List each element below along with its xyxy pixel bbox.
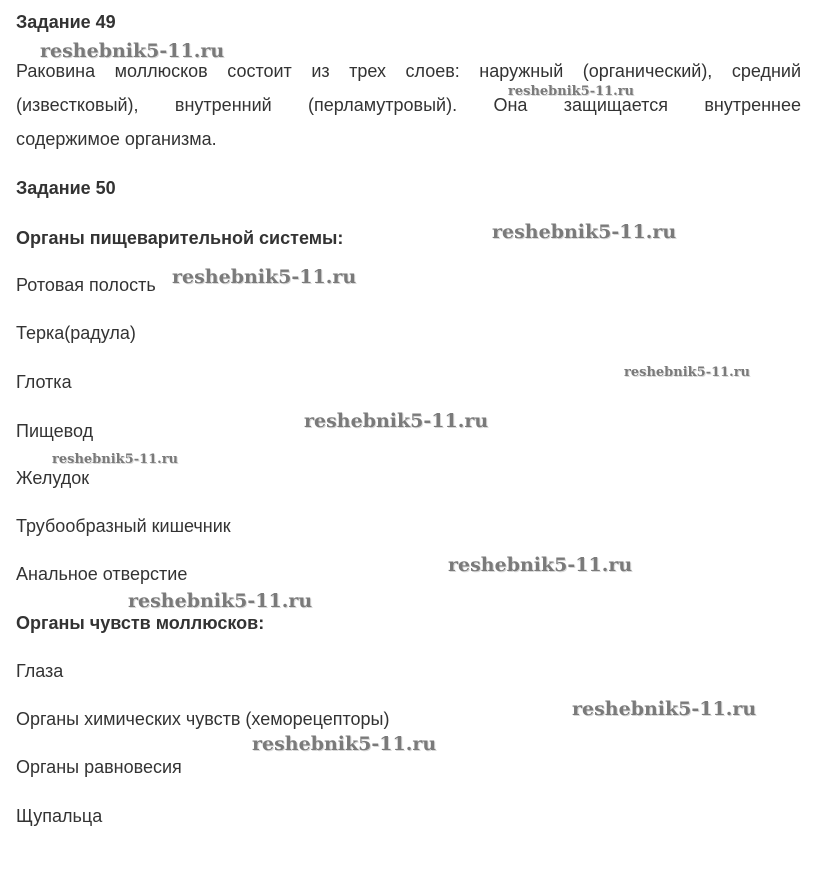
- watermark: reshebnik5-11.ru: [492, 221, 677, 243]
- list-item: Органы химических чувств (хеморецепторы): [16, 709, 390, 729]
- watermark: reshebnik5-11.ru: [172, 266, 357, 288]
- watermark: reshebnik5-11.ru: [52, 452, 179, 467]
- watermark: reshebnik5-11.ru: [304, 410, 489, 432]
- task-49-answer: [16, 54, 801, 156]
- watermark: reshebnik5-11.ru: [40, 40, 225, 62]
- list-item: Глотка: [16, 372, 72, 392]
- list-item: Терка(радула): [16, 323, 136, 343]
- watermark: reshebnik5-11.ru: [128, 590, 313, 612]
- list-item: Глаза: [16, 661, 64, 681]
- task-49-line-1: Раковина моллюсков состоит из трех слоев: наружный (органический), средний: [16, 61, 801, 81]
- list-item: Ротовая полость: [16, 275, 156, 295]
- list-item: Органы равновесия: [16, 757, 182, 777]
- digestive-heading: Органы пищеварительной системы:: [16, 228, 344, 248]
- list-item: Трубообразный кишечник: [16, 516, 231, 536]
- task-50-title: Задание 50: [16, 178, 116, 198]
- senses-heading: Органы чувств моллюсков:: [16, 613, 265, 633]
- task-49-title: Задание 49: [16, 12, 116, 32]
- task-49-line-3: содержимое организма.: [16, 129, 217, 149]
- watermark: reshebnik5-11.ru: [252, 733, 437, 755]
- list-item: Пищевод: [16, 421, 94, 441]
- list-item: Щупальца: [16, 806, 103, 826]
- watermark: reshebnik5-11.ru: [448, 554, 633, 576]
- watermark: reshebnik5-11.ru: [572, 698, 757, 720]
- list-item: Желудок: [16, 468, 90, 488]
- watermark: reshebnik5-11.ru: [508, 84, 635, 99]
- task-49-line-2: (известковый), внутренний (перламутровый). Она защищается внутреннее: [16, 95, 801, 115]
- watermark: reshebnik5-11.ru: [624, 365, 751, 380]
- list-item: Анальное отверстие: [16, 564, 188, 584]
